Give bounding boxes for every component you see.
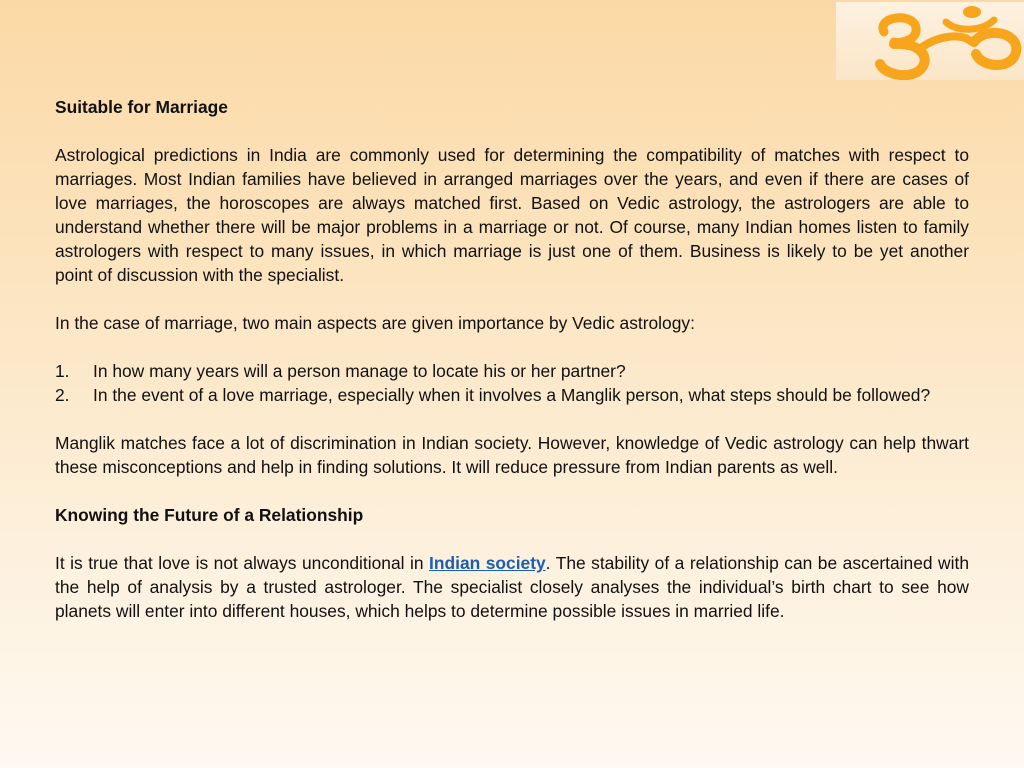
paragraph-astrological-predictions: Astrological predictions in India are commonly used for determining the compatibility of matches with respect to marriages. Most Indian families have believed in arranged marriages over the years, and even if there are cases of love marriages, the horoscopes are always matched first. Based on Vedic astrology, the astrologers are able to understand whether there will be major problems in a marriage or not. Of course, many Indian homes listen to family astrologers with respect to many issues, in which marriage is just one of them. Business is likely to be yet another point of discussion with the specialist. [55, 145, 969, 285]
aspects-list [55, 359, 969, 407]
paragraph-relationship-stability [55, 551, 969, 623]
list-item-text: In how many years will a person manage to locate his or her partner? [93, 361, 626, 381]
list-item-number: 1. [55, 361, 70, 381]
section-heading-relationship: Knowing the Future of a Relationship [55, 505, 364, 525]
document-body [55, 95, 969, 623]
paragraph-manglik-matches: Manglik matches face a lot of discrimination in Indian society. However, knowledge of Vedic astrology can help thwart these misconceptions and help in finding solutions. It will reduce pressure from Indian parents as well. [55, 433, 969, 477]
logo [836, 2, 1024, 80]
indian-society-link[interactable]: Indian society [429, 553, 546, 573]
paragraph-text-after-link: . The stability of a relationship can be ascertained with the help of analysis by a trusted astrologer. The specialist closely analyses the individual’s birth chart to see how planets will enter into different houses, which helps to determine possible issues in married life. [55, 553, 969, 621]
list-item [55, 383, 969, 407]
list-item [55, 359, 969, 383]
paragraph-main-aspects: In the case of marriage, two main aspects are given importance by Vedic astrology: [55, 313, 695, 333]
list-item-number: 2. [55, 385, 70, 405]
om-symbol-icon [836, 2, 1024, 80]
paragraph-text-before-link: It is true that love is not always unconditional in [55, 553, 430, 573]
list-item-text: In the event of a love marriage, especially when it involves a Manglik person, what steps should be followed? [93, 385, 931, 405]
section-heading-marriage: Suitable for Marriage [55, 97, 228, 117]
